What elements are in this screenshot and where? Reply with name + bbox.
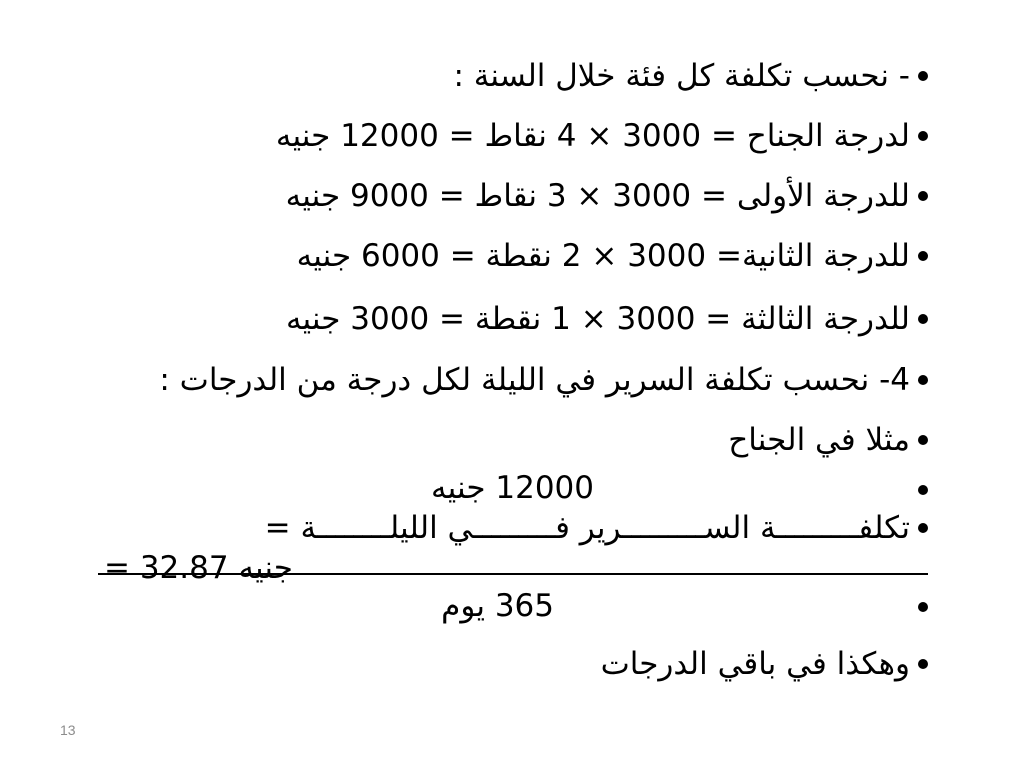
bullet-icon [918, 191, 928, 201]
line-text: للدرجة الثانية= 3000 × 2 نقطة = 6000 جنيه [296, 238, 910, 274]
bullet-icon [918, 435, 928, 445]
bullet-line-7 [728, 418, 928, 462]
line-text: 4- نحسب تكلفة السرير في الليلة لكل درجة من الدرجات : [159, 362, 910, 398]
fraction-label: تكلفـــــــــة الســـــــــرير فـــــــــي الليلــــــــة = [264, 510, 910, 546]
bullet-line-closing [601, 642, 928, 686]
bullet-line-3 [286, 174, 928, 218]
bullet-line-1 [453, 54, 928, 98]
line-text: للدرجة الأولى = 3000 × 3 نقاط = 9000 جنيه [285, 178, 910, 214]
fraction-result: = 32.87 جنيه [104, 550, 293, 586]
bullet-line-fraction-label [265, 506, 928, 550]
bullet-line-5 [286, 297, 928, 341]
line-text: - نحسب تكلفة كل فئة خلال السنة : [453, 58, 910, 94]
line-text: وهكذا في باقي الدرجات [600, 646, 910, 682]
slide-number: 13 [60, 722, 76, 738]
fraction-numerator: 12000 جنيه [431, 470, 594, 506]
bullet-icon [918, 602, 928, 612]
line-text: لدرجة الجناح = 3000 × 4 نقاط = 12000 جنيه [275, 118, 910, 154]
bullet-icon [918, 131, 928, 141]
bullet-icon [918, 251, 928, 261]
line-text: مثلا في الجناح [728, 422, 910, 458]
bullet-line-2 [276, 114, 928, 158]
bullet-line-4 [297, 234, 928, 278]
bullet-icon [918, 523, 928, 533]
fraction-denominator: 365 يوم [441, 588, 554, 624]
bullet-icon [918, 71, 928, 81]
line-text: للدرجة الثالثة = 3000 × 1 نقطة = 3000 جنيه [285, 301, 910, 337]
bullet-line-6 [159, 358, 928, 402]
bullet-icon [918, 659, 928, 669]
bullet-icon [918, 485, 928, 495]
bullet-icon [918, 314, 928, 324]
bullet-icon [918, 375, 928, 385]
